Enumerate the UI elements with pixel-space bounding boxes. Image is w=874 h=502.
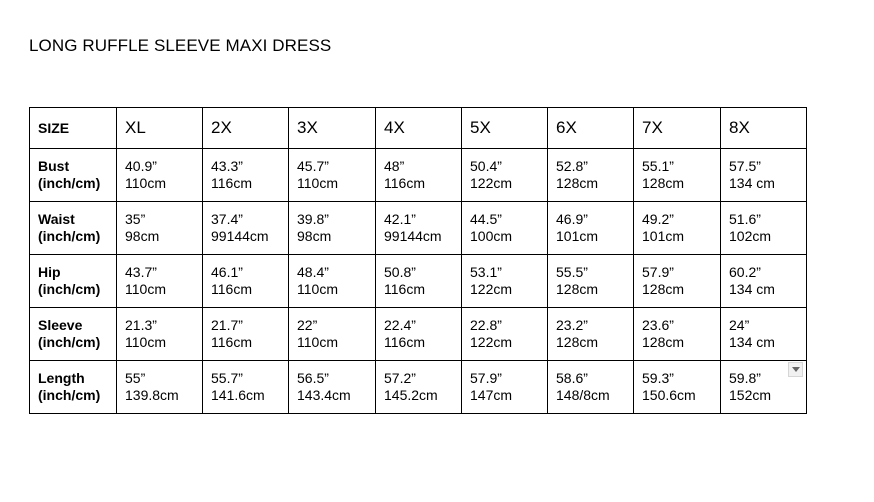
measurement-label: [30, 255, 117, 308]
table-cell: [117, 308, 203, 361]
cm-value: 122cm: [470, 175, 513, 191]
cm-value: 116cm: [211, 334, 252, 350]
chevron-down-icon: [792, 367, 800, 372]
table-cell: [289, 149, 376, 202]
size-column-header: 7X: [634, 108, 721, 149]
measurement-unit: (inch/cm): [38, 281, 101, 297]
cm-value: 110cm: [297, 281, 338, 297]
measurement-unit: (inch/cm): [38, 228, 101, 244]
table-cell: [548, 202, 634, 255]
table-cell: [117, 361, 203, 414]
table-cell: [634, 149, 721, 202]
cm-value: 134 cm: [729, 334, 775, 350]
table-cell: [634, 308, 721, 361]
measurement-name: Waist: [38, 211, 75, 227]
inch-value: 22.8”: [470, 317, 502, 333]
cm-value: 110cm: [125, 334, 166, 350]
cm-value: 116cm: [211, 175, 252, 191]
page-title: LONG RUFFLE SLEEVE MAXI DRESS: [29, 36, 332, 55]
table-cell: [203, 149, 289, 202]
inch-value: 50.8”: [384, 264, 416, 280]
cm-value: 99144cm: [211, 228, 269, 244]
cm-value: 110cm: [297, 175, 338, 191]
cm-value: 128cm: [642, 334, 685, 350]
inch-value: 60.2”: [729, 264, 761, 280]
cm-value: 101cm: [556, 228, 599, 244]
cm-value: 116cm: [384, 175, 425, 191]
cm-value: 134 cm: [729, 281, 775, 297]
inch-value: 35”: [125, 211, 146, 227]
cm-value: 101cm: [642, 228, 685, 244]
inch-value: 37.4”: [211, 211, 243, 227]
inch-value: 53.1”: [470, 264, 502, 280]
cm-value: 128cm: [556, 281, 599, 297]
table-row: [30, 202, 807, 255]
inch-value: 39.8”: [297, 211, 329, 227]
table-header-row: [30, 108, 807, 149]
cm-value: 100cm: [470, 228, 513, 244]
inch-value: 43.3”: [211, 158, 243, 174]
size-column-header: 3X: [289, 108, 376, 149]
cm-value: 141.6cm: [211, 387, 265, 403]
inch-value: 44.5”: [470, 211, 502, 227]
cm-value: 128cm: [556, 334, 599, 350]
table-cell: [203, 361, 289, 414]
cm-value: 147cm: [470, 387, 513, 403]
table-cell: [721, 308, 807, 361]
inch-value: 57.5”: [729, 158, 761, 174]
table-cell: [721, 202, 807, 255]
inch-value: 55.7”: [211, 370, 243, 386]
table-cell: [376, 202, 462, 255]
table-cell: [548, 255, 634, 308]
inch-value: 46.1”: [211, 264, 243, 280]
cm-value: 143.4cm: [297, 387, 351, 403]
inch-value: 52.8”: [556, 158, 588, 174]
inch-value: 22.4”: [384, 317, 416, 333]
inch-value: 42.1”: [384, 211, 416, 227]
table-row: [30, 149, 807, 202]
inch-value: 57.9”: [642, 264, 674, 280]
cm-value: 98cm: [297, 228, 332, 244]
inch-value: 40.9”: [125, 158, 157, 174]
inch-value: 59.8”: [729, 370, 761, 386]
inch-value: 45.7”: [297, 158, 329, 174]
table-cell: [462, 255, 548, 308]
table-row: [30, 255, 807, 308]
table-cell: [548, 149, 634, 202]
cm-value: 134 cm: [729, 175, 775, 191]
inch-value: 56.5”: [297, 370, 329, 386]
cm-value: 99144cm: [384, 228, 442, 244]
table-cell: [548, 361, 634, 414]
inch-value: 57.2”: [384, 370, 416, 386]
table-row: [30, 308, 807, 361]
table-cell: [548, 308, 634, 361]
inch-value: 55.5”: [556, 264, 588, 280]
table-cell: [721, 361, 807, 414]
measurement-name: Bust: [38, 158, 70, 174]
size-column-header: 4X: [376, 108, 462, 149]
cm-value: 122cm: [470, 334, 513, 350]
inch-value: 59.3”: [642, 370, 674, 386]
measurement-label: [30, 149, 117, 202]
table-cell: [289, 202, 376, 255]
table-cell: [462, 308, 548, 361]
measurement-name: Hip: [38, 264, 61, 280]
cm-value: 116cm: [384, 281, 425, 297]
measurement-name: Sleeve: [38, 317, 83, 333]
inch-value: 48”: [384, 158, 405, 174]
size-header-label: SIZE: [30, 108, 117, 149]
table-cell: [289, 361, 376, 414]
table-cell: [376, 149, 462, 202]
cm-value: 128cm: [556, 175, 599, 191]
cm-value: 116cm: [211, 281, 252, 297]
table-cell: [117, 255, 203, 308]
inch-value: 57.9”: [470, 370, 502, 386]
cm-value: 98cm: [125, 228, 160, 244]
inch-value: 23.2”: [556, 317, 588, 333]
measurement-label: [30, 308, 117, 361]
inch-value: 21.3”: [125, 317, 157, 333]
table-cell: [203, 202, 289, 255]
inch-value: 48.4”: [297, 264, 329, 280]
cm-value: 122cm: [470, 281, 513, 297]
table-cell: [376, 255, 462, 308]
table-cell: [462, 149, 548, 202]
table-cell: [289, 308, 376, 361]
table-cell: [376, 308, 462, 361]
table-cell: [634, 361, 721, 414]
measurement-unit: (inch/cm): [38, 175, 101, 191]
table-cell: [462, 361, 548, 414]
table-cell: [376, 361, 462, 414]
cm-value: 128cm: [642, 175, 685, 191]
table-cell: [117, 149, 203, 202]
measurement-label: [30, 202, 117, 255]
inch-value: 49.2”: [642, 211, 674, 227]
cm-value: 152cm: [729, 387, 772, 403]
inch-value: 21.7”: [211, 317, 243, 333]
inch-value: 55”: [125, 370, 146, 386]
inch-value: 55.1”: [642, 158, 674, 174]
size-column-header: 6X: [548, 108, 634, 149]
size-chart-table: [29, 107, 807, 414]
measurement-name: Length: [38, 370, 85, 386]
cm-value: 145.2cm: [384, 387, 438, 403]
table-row: [30, 361, 807, 414]
table-cell: [203, 308, 289, 361]
cm-value: 110cm: [125, 281, 166, 297]
size-column-header: 2X: [203, 108, 289, 149]
table-cell: [634, 202, 721, 255]
cm-value: 116cm: [384, 334, 425, 350]
size-column-header: 5X: [462, 108, 548, 149]
cm-value: 150.6cm: [642, 387, 696, 403]
cm-value: 102cm: [729, 228, 772, 244]
inch-value: 23.6”: [642, 317, 674, 333]
inch-value: 46.9”: [556, 211, 588, 227]
size-column-header: 8X: [721, 108, 807, 149]
inch-value: 22”: [297, 317, 318, 333]
cm-value: 110cm: [125, 175, 166, 191]
table-cell: [203, 255, 289, 308]
cell-dropdown-button[interactable]: [788, 362, 803, 377]
cm-value: 110cm: [297, 334, 338, 350]
table-cell: [289, 255, 376, 308]
measurement-unit: (inch/cm): [38, 334, 101, 350]
inch-value: 51.6”: [729, 211, 761, 227]
inch-value: 50.4”: [470, 158, 502, 174]
table-cell: [462, 202, 548, 255]
cm-value: 139.8cm: [125, 387, 179, 403]
table-cell: [721, 255, 807, 308]
measurement-label: [30, 361, 117, 414]
inch-value: 43.7”: [125, 264, 157, 280]
cm-value: 148/8cm: [556, 387, 610, 403]
size-column-header: XL: [117, 108, 203, 149]
table-cell: [634, 255, 721, 308]
table-cell: [117, 202, 203, 255]
inch-value: 58.6”: [556, 370, 588, 386]
table-cell: [721, 149, 807, 202]
inch-value: 24”: [729, 317, 750, 333]
measurement-unit: (inch/cm): [38, 387, 101, 403]
cm-value: 128cm: [642, 281, 685, 297]
